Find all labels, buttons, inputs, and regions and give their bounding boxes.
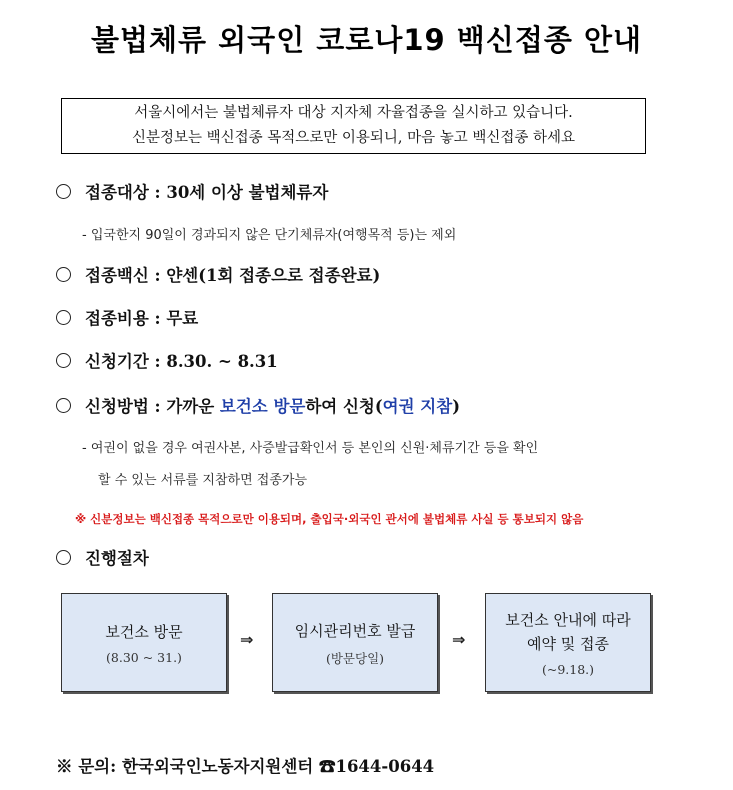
target-note: - 입국한지 90일이 경과되지 않은 단기체류자(여행목적 등)는 제외 xyxy=(82,228,457,243)
arrow-right-icon: ⇒ xyxy=(452,630,466,649)
step-box-visit xyxy=(61,593,227,692)
step-note: (~9.18.) xyxy=(541,662,595,677)
circle-bullet-icon xyxy=(56,267,71,282)
item-vaccine xyxy=(56,262,380,286)
item-cost-label: 접종비용 : 무료 xyxy=(85,309,199,328)
item-period xyxy=(56,348,278,372)
method-suffix: ) xyxy=(452,397,460,416)
method-prefix: 신청방법 : 가까운 xyxy=(85,397,220,416)
step-box-vaccination xyxy=(485,593,651,692)
step-title: 보건소 안내에 따라 xyxy=(505,611,631,629)
notice-line-1: 서울시에서는 불법체류자 대상 지자체 자율접종을 실시하고 있습니다. xyxy=(134,105,573,121)
step-title-line-2: 예약 및 접종 xyxy=(527,635,609,653)
method-highlight-visit: 보건소 방문 xyxy=(219,397,306,416)
step-box-issue-number xyxy=(272,593,438,692)
item-vaccine-label: 접종백신 : 얀센(1회 접종으로 접종완료) xyxy=(85,266,381,285)
method-highlight-passport: 여권 지참 xyxy=(382,397,453,416)
item-procedure xyxy=(56,545,149,569)
notice-box xyxy=(61,98,646,154)
contact-info: ※ 문의: 한국외국인노동자지원센터 ☎1644-0644 xyxy=(56,757,435,776)
item-procedure-label: 진행절차 xyxy=(85,549,149,568)
item-method xyxy=(56,393,460,417)
step-title: 임시관리번호 발급 xyxy=(294,621,416,640)
method-note-line-1: - 여권이 없을 경우 여권사본, 사증발급확인서 등 본인의 신원·체류기간 등을 확인 xyxy=(82,441,539,456)
circle-bullet-icon xyxy=(56,184,71,199)
circle-bullet-icon xyxy=(56,310,71,325)
circle-bullet-icon xyxy=(56,550,71,565)
notice-line-2: 신분정보는 백신접종 목적으로만 이용되니, 마음 놓고 백신접종 하세요 xyxy=(131,130,576,146)
method-note-line-2: 할 수 있는 서류를 지참하면 접종가능 xyxy=(98,473,308,488)
page-title: 불법체류 외국인 코로나19 백신접종 안내 xyxy=(91,23,642,57)
item-period-label: 신청기간 : 8.30. ~ 8.31 xyxy=(85,352,278,371)
item-target-label: 접종대상 : 30세 이상 불법체류자 xyxy=(85,183,329,202)
item-target xyxy=(56,179,328,203)
step-title: 보건소 방문 xyxy=(105,623,183,641)
item-cost xyxy=(56,305,198,329)
privacy-warning: ※ 신분정보는 백신접종 목적으로만 이용되며, 출입국·외국인 관서에 불법체류 사실 등 통보되지 않음 xyxy=(75,512,584,526)
circle-bullet-icon xyxy=(56,398,71,413)
method-middle: 하여 신청( xyxy=(305,397,383,416)
step-note: (방문당일) xyxy=(325,650,385,666)
step-note: (8.30 ~ 31.) xyxy=(106,650,182,665)
circle-bullet-icon xyxy=(56,353,71,368)
arrow-right-icon: ⇒ xyxy=(240,630,254,649)
